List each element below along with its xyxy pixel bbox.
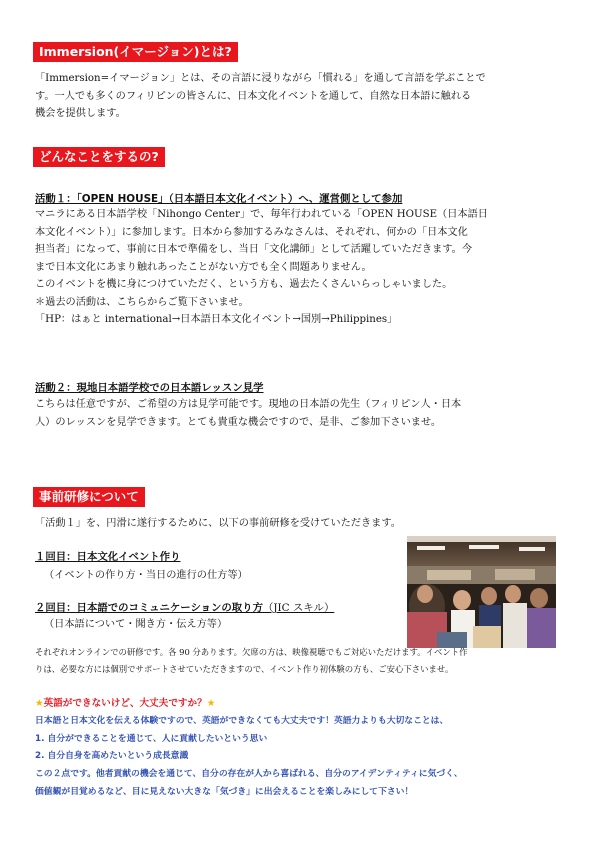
event-photo [407,536,556,648]
session2-title [35,601,334,615]
section-heading-immersion: Immersion(イマージョン)とは? [33,42,238,62]
event-photo-image [407,536,556,648]
session2-title-suffix: （JIC スキル） [262,602,335,614]
encourage-line: 日本語と日本文化を伝える体験ですので、英語ができなくても大丈夫です！英語力よりも大切なことは、 [35,716,449,726]
session1-detail: （イベントの作り方・当日の進行の仕方等） [44,570,248,581]
star-icon: ★ [35,698,44,709]
immersion-line: 「Immersion=イマージョン」とは、その言語に浸りながら「慣れる」を通して言語を学ぶことで [35,73,486,84]
training-intro: 「活動１」を、円滑に遂行するために、以下の事前研修を受けていただきます。 [35,518,401,529]
encourage-line: 1. 自分ができることを通じて、人に貢献したいという思い [35,733,268,744]
training-note [35,644,575,678]
activity1-title: 活動１：「OPEN HOUSE」（日本語日本文化イベント）へ、運営側として参加 [35,193,403,205]
session2-title-text: ２回目：日本語でのコミュニケーションの取り方 [35,602,263,614]
training-note-line: りは、必要な方には個別でサポートさせていただきますので、イベント作り初体験の方も、ご安心下さいませ。 [35,664,454,674]
encourage-paragraph [35,713,463,802]
activity1-paragraph [35,206,570,329]
session1-title: １回目：日本文化イベント作り [35,551,181,563]
activity2-line: 人）のレッスンを見学できます。とても貴重な機会ですので、是非、ご参加下さいませ。 [35,416,442,428]
activity1-line: ＊過去の活動は、こちらからご覧下さいませ。 [35,296,249,308]
section-heading-activities: どんなことをするの? [33,147,165,167]
training-note-line: それぞれオンラインでの研修です。各 90 分あります。欠席の方は、映像視聴でもご対応いただけます。イベント作 [35,647,468,657]
activity2-paragraph [35,396,570,431]
activity2-title: 活動２：現地日本語学校での日本語レッスン見学 [35,382,264,394]
activity1-line: 「HP：はぁと international→日本語日本文化イベント→国別→Philippines」 [35,314,398,325]
encourage-line: この２点です。他者貢献の機会を通じて、自分の存在が人から喜ばれる、自分のアイデンティティに気づく、 [35,769,463,780]
encourage-heading [35,697,215,711]
immersion-line: 機会を提供します。 [35,108,126,119]
activity1-line: 本文化イベント）」に参加します。日本から参加するみなさんは、それぞれ、何かの「日本文化 [35,226,468,238]
activity1-line: まで日本文化にあまり触れあったことがない方でも全く問題ありません。 [35,261,372,273]
activity2-line: こちらは任意ですが、ご希望の方は見学可能です。現地の日本語の先生（フィリピン人・日本 [35,399,462,410]
activity1-line: 担当者」になって、事前に日本で準備をし、当日「文化講師」として活躍していただきます。今 [35,244,473,255]
immersion-paragraph [35,70,570,123]
encourage-line: 2. 自分自身を高めたいという成長意識 [35,751,189,762]
star-icon: ★ [206,698,216,709]
encourage-heading-text: 英語ができないけど、大丈夫ですか？ [43,698,207,709]
activity1-line: マニラにある日本語学校「Nihongo Center」で、毎年行われている「OPEN HOUSE（日本語日 [35,209,488,220]
immersion-line: す。一人でも多くのフィリピンの皆さんに、日本文化イベントを通して、自然な日本語に触れる [35,90,472,102]
encourage-line: 価値観が目覚めるなど、目に見えない大きな「気づき」に出会えることを楽しみにして下さい！ [35,786,414,797]
activity1-line: このイベントを機に身につけていただく、という方も、過去たくさんいらっしゃいました。 [35,279,453,290]
section-heading-training: 事前研修について [33,487,145,507]
session2-detail: （日本語について・聞き方・伝え方等） [44,619,228,630]
